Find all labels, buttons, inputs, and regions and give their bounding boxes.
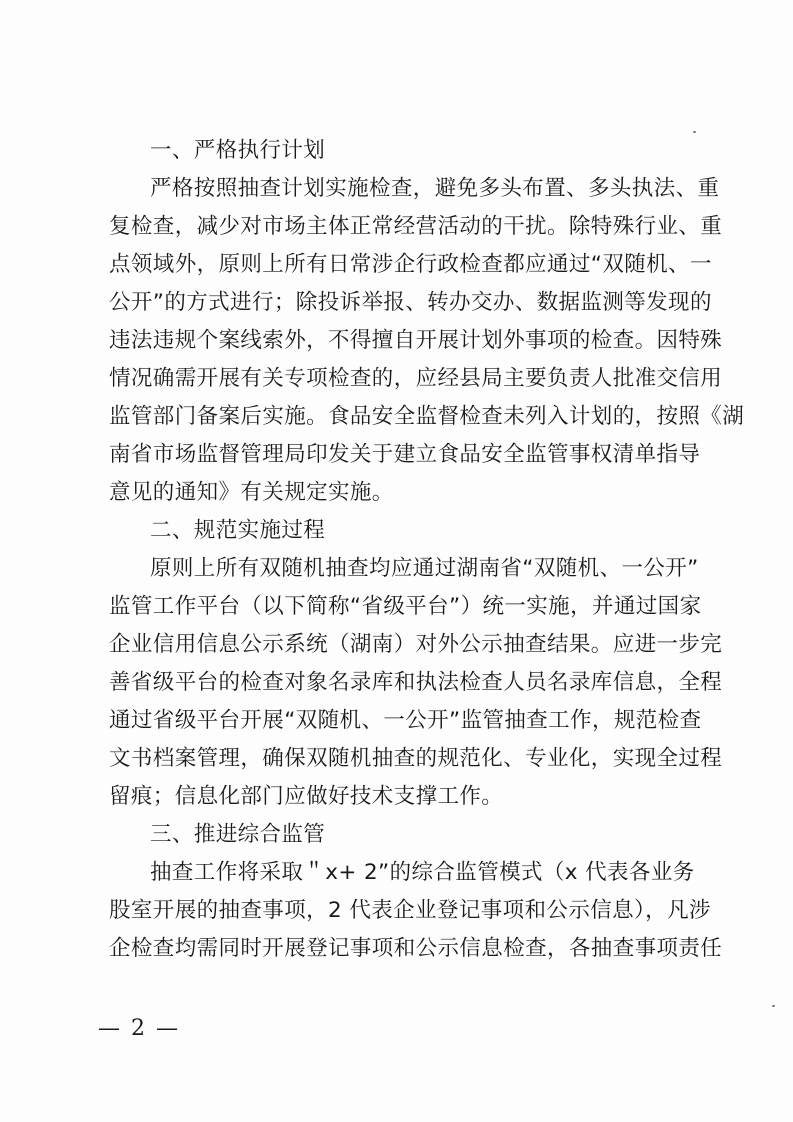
paragraph-line: 文书档案管理，确保双随机抽查的规范化、专业化，实现全过程: [109, 746, 723, 771]
scan-speck: [693, 131, 696, 133]
paragraph-line: 原则上所有双随机抽查均应通过湖南省“双随机、一公开”: [150, 556, 699, 581]
page-number: — 2 —: [98, 1016, 180, 1041]
paragraph-line: 企检查均需同时开展登记事项和公示信息检查，各抽查事项责任: [109, 936, 723, 961]
section-heading-2: 二、规范实施过程: [150, 518, 326, 543]
scan-speck: [772, 1005, 775, 1007]
paragraph-line: 股室开展的抽查事项，2 代表企业登记事项和公示信息），凡涉: [109, 898, 711, 923]
paragraph-line: 情况确需开展有关专项检查的，应经县局主要负责人批准交信用: [109, 366, 723, 391]
paragraph-line: 通过省级平台开展“双随机、一公开”监管抽查工作，规范检查: [109, 708, 702, 733]
paragraph-line: 善省级平台的检查对象名录库和执法检查人员名录库信息，全程: [109, 670, 723, 695]
paragraph-line: 意见的通知》有关规定实施。: [109, 480, 394, 505]
paragraph-line: 留痕；信息化部门应做好技术支撑工作。: [109, 784, 504, 809]
section-heading-1: 一、严格执行计划: [150, 138, 326, 163]
paragraph-line: 严格按照抽查计划实施检查，避免多头布置、多头执法、重: [150, 176, 720, 201]
paragraph-line: 南省市场监督管理局印发关于建立食品安全监管事权清单指导: [109, 442, 701, 467]
paragraph-line: 监管工作平台（以下简称“省级平台”）统一实施，并通过国家: [109, 594, 702, 619]
section-heading-3: 三、推进综合监管: [150, 822, 326, 847]
paragraph-line: 抽查工作将采取＂x+ 2”的综合监管模式（x 代表各业务: [150, 860, 695, 885]
paragraph-line: 点领域外，原则上所有日常涉企行政检查都应通过“双随机、一: [109, 252, 712, 277]
paragraph-line: 违法违规个案线索外，不得擅自开展计划外事项的检查。因特殊: [109, 328, 723, 353]
paragraph-line: 企业信用信息公示系统（湖南）对外公示抽查结果。应进一步完: [109, 632, 723, 657]
paragraph-line: 监管部门备案后实施。食品安全监督检查未列入计划的，按照《湖: [109, 404, 745, 429]
paragraph-line: 复检查，减少对市场主体正常经营活动的干扰。除特殊行业、重: [109, 214, 723, 239]
paragraph-line: 公开”的方式进行；除投诉举报、转办交办、数据监测等发现的: [109, 290, 712, 315]
